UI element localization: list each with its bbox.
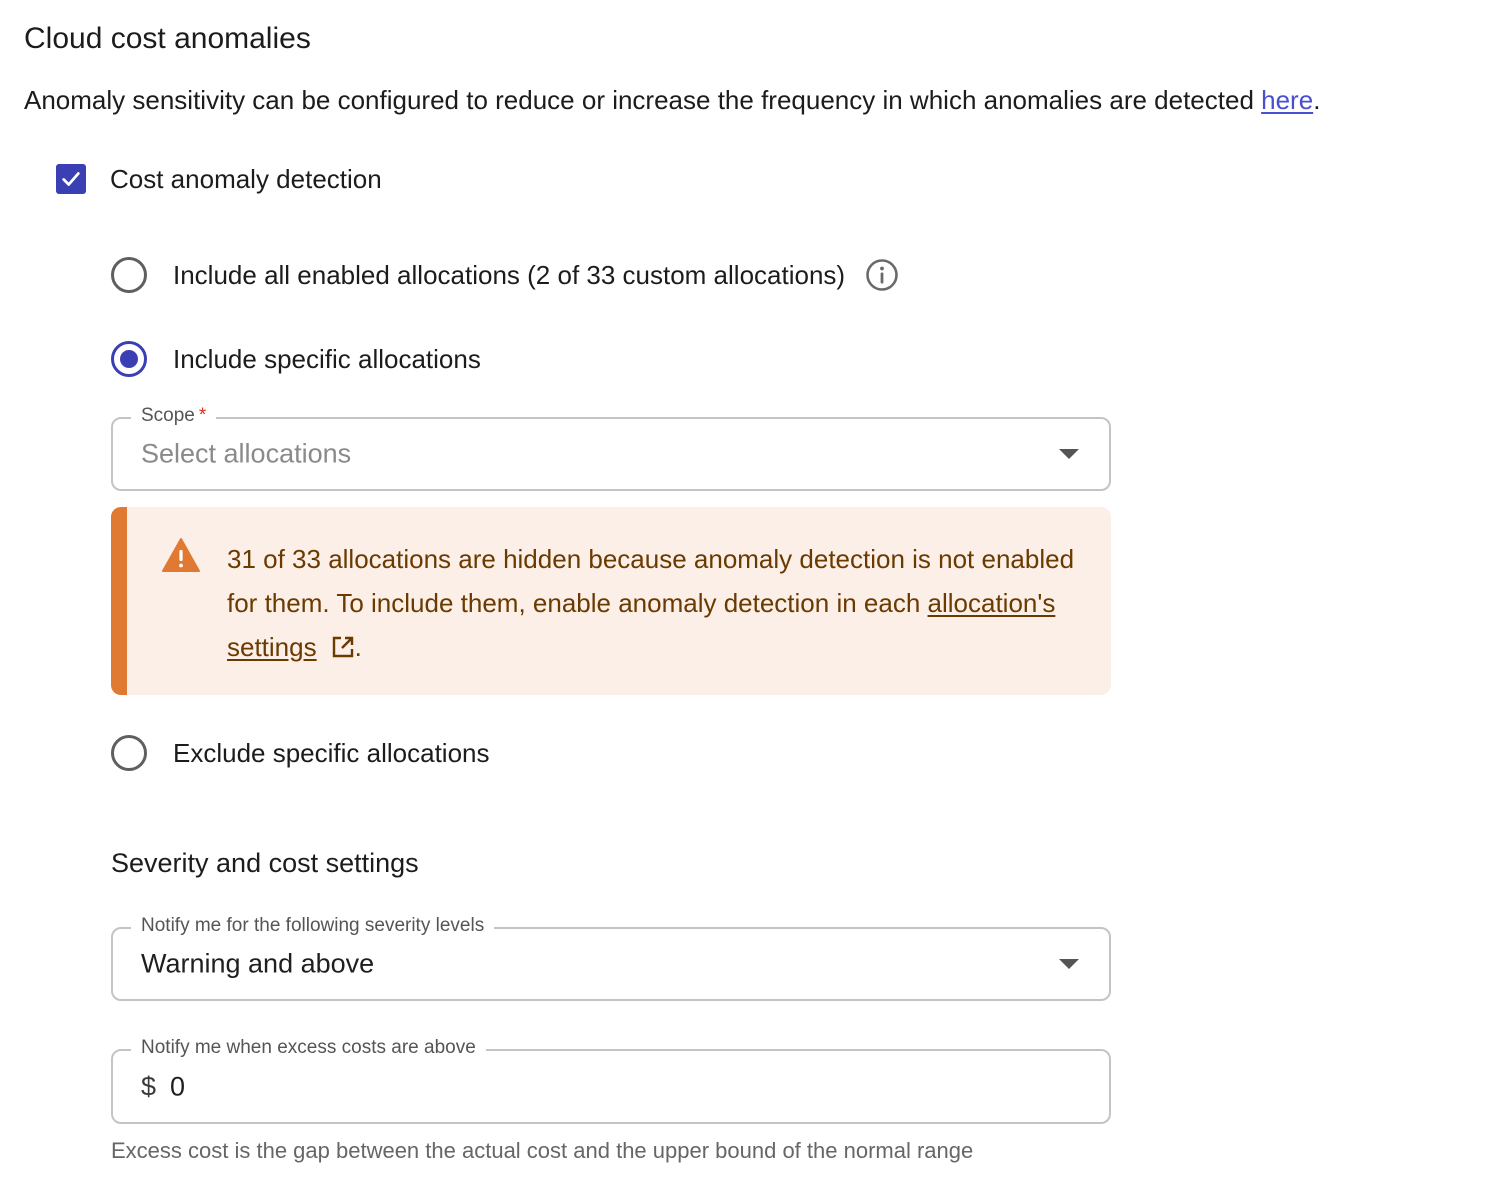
description: [24, 85, 1320, 116]
allocation-settings-link[interactable]: allocation's settings: [227, 588, 1056, 662]
radio-include-all-label: Include all enabled allocations (2 of 33 custom allocations): [173, 259, 846, 290]
radio-include-all-row[interactable]: [111, 254, 899, 296]
cost-anomaly-detection-checkbox-row[interactable]: [56, 163, 382, 195]
radio-exclude-specific-label: Exclude specific allocations: [173, 737, 490, 768]
radio-exclude-specific-row[interactable]: [111, 732, 490, 774]
excess-cost-helper-text: Excess cost is the gap between the actual cost and the upper bound of the normal range: [111, 1138, 974, 1163]
required-mark: *: [198, 405, 207, 426]
warning-banner: [111, 507, 1111, 695]
info-icon[interactable]: [865, 258, 899, 292]
check-icon: [60, 168, 82, 190]
excess-cost-value-row[interactable]: [141, 1071, 185, 1102]
chevron-down-icon[interactable]: [1059, 449, 1079, 459]
description-end: .: [1313, 85, 1321, 115]
excess-cost-input[interactable]: [111, 1037, 1111, 1124]
radio-exclude-specific[interactable]: [111, 735, 147, 771]
scope-placeholder: Select allocations: [141, 438, 352, 469]
radio-selected-dot: [120, 350, 138, 368]
radio-include-specific[interactable]: [111, 341, 147, 377]
severity-level-label: Notify me for the following severity levels: [131, 915, 494, 937]
severity-level-value: Warning and above: [141, 948, 375, 979]
warning-icon: [161, 537, 201, 573]
warning-message: 31 of 33 allocations are hidden because anomaly detection is not enabled for them. To include them, enable anomaly detection in each: [227, 544, 1075, 618]
cost-anomaly-detection-label: Cost anomaly detection: [110, 163, 382, 194]
cost-anomaly-detection-checkbox[interactable]: [56, 164, 86, 194]
currency-symbol: $: [141, 1071, 157, 1101]
warning-text: [227, 537, 1087, 669]
scope-select[interactable]: [111, 405, 1111, 491]
radio-include-all[interactable]: [111, 257, 147, 293]
chevron-down-icon[interactable]: [1059, 959, 1079, 969]
description-text: Anomaly sensitivity can be configured to reduce or increase the frequency in which anomalies are detected: [24, 85, 1262, 115]
warning-accent-bar: [111, 507, 127, 695]
warning-end: .: [354, 632, 362, 662]
radio-include-specific-label: Include specific allocations: [173, 343, 481, 374]
radio-include-specific-row[interactable]: [111, 338, 481, 380]
scope-label: [131, 405, 216, 427]
here-link[interactable]: here: [1261, 85, 1314, 115]
severity-level-select[interactable]: [111, 915, 1111, 1001]
page-title: Cloud cost anomalies: [24, 22, 311, 55]
excess-cost-label: Notify me when excess costs are above: [131, 1037, 486, 1059]
severity-section-title: Severity and cost settings: [111, 848, 419, 878]
excess-cost-value[interactable]: 0: [170, 1071, 186, 1101]
external-link-icon[interactable]: [331, 635, 355, 659]
scope-label-text: Scope: [141, 405, 195, 426]
